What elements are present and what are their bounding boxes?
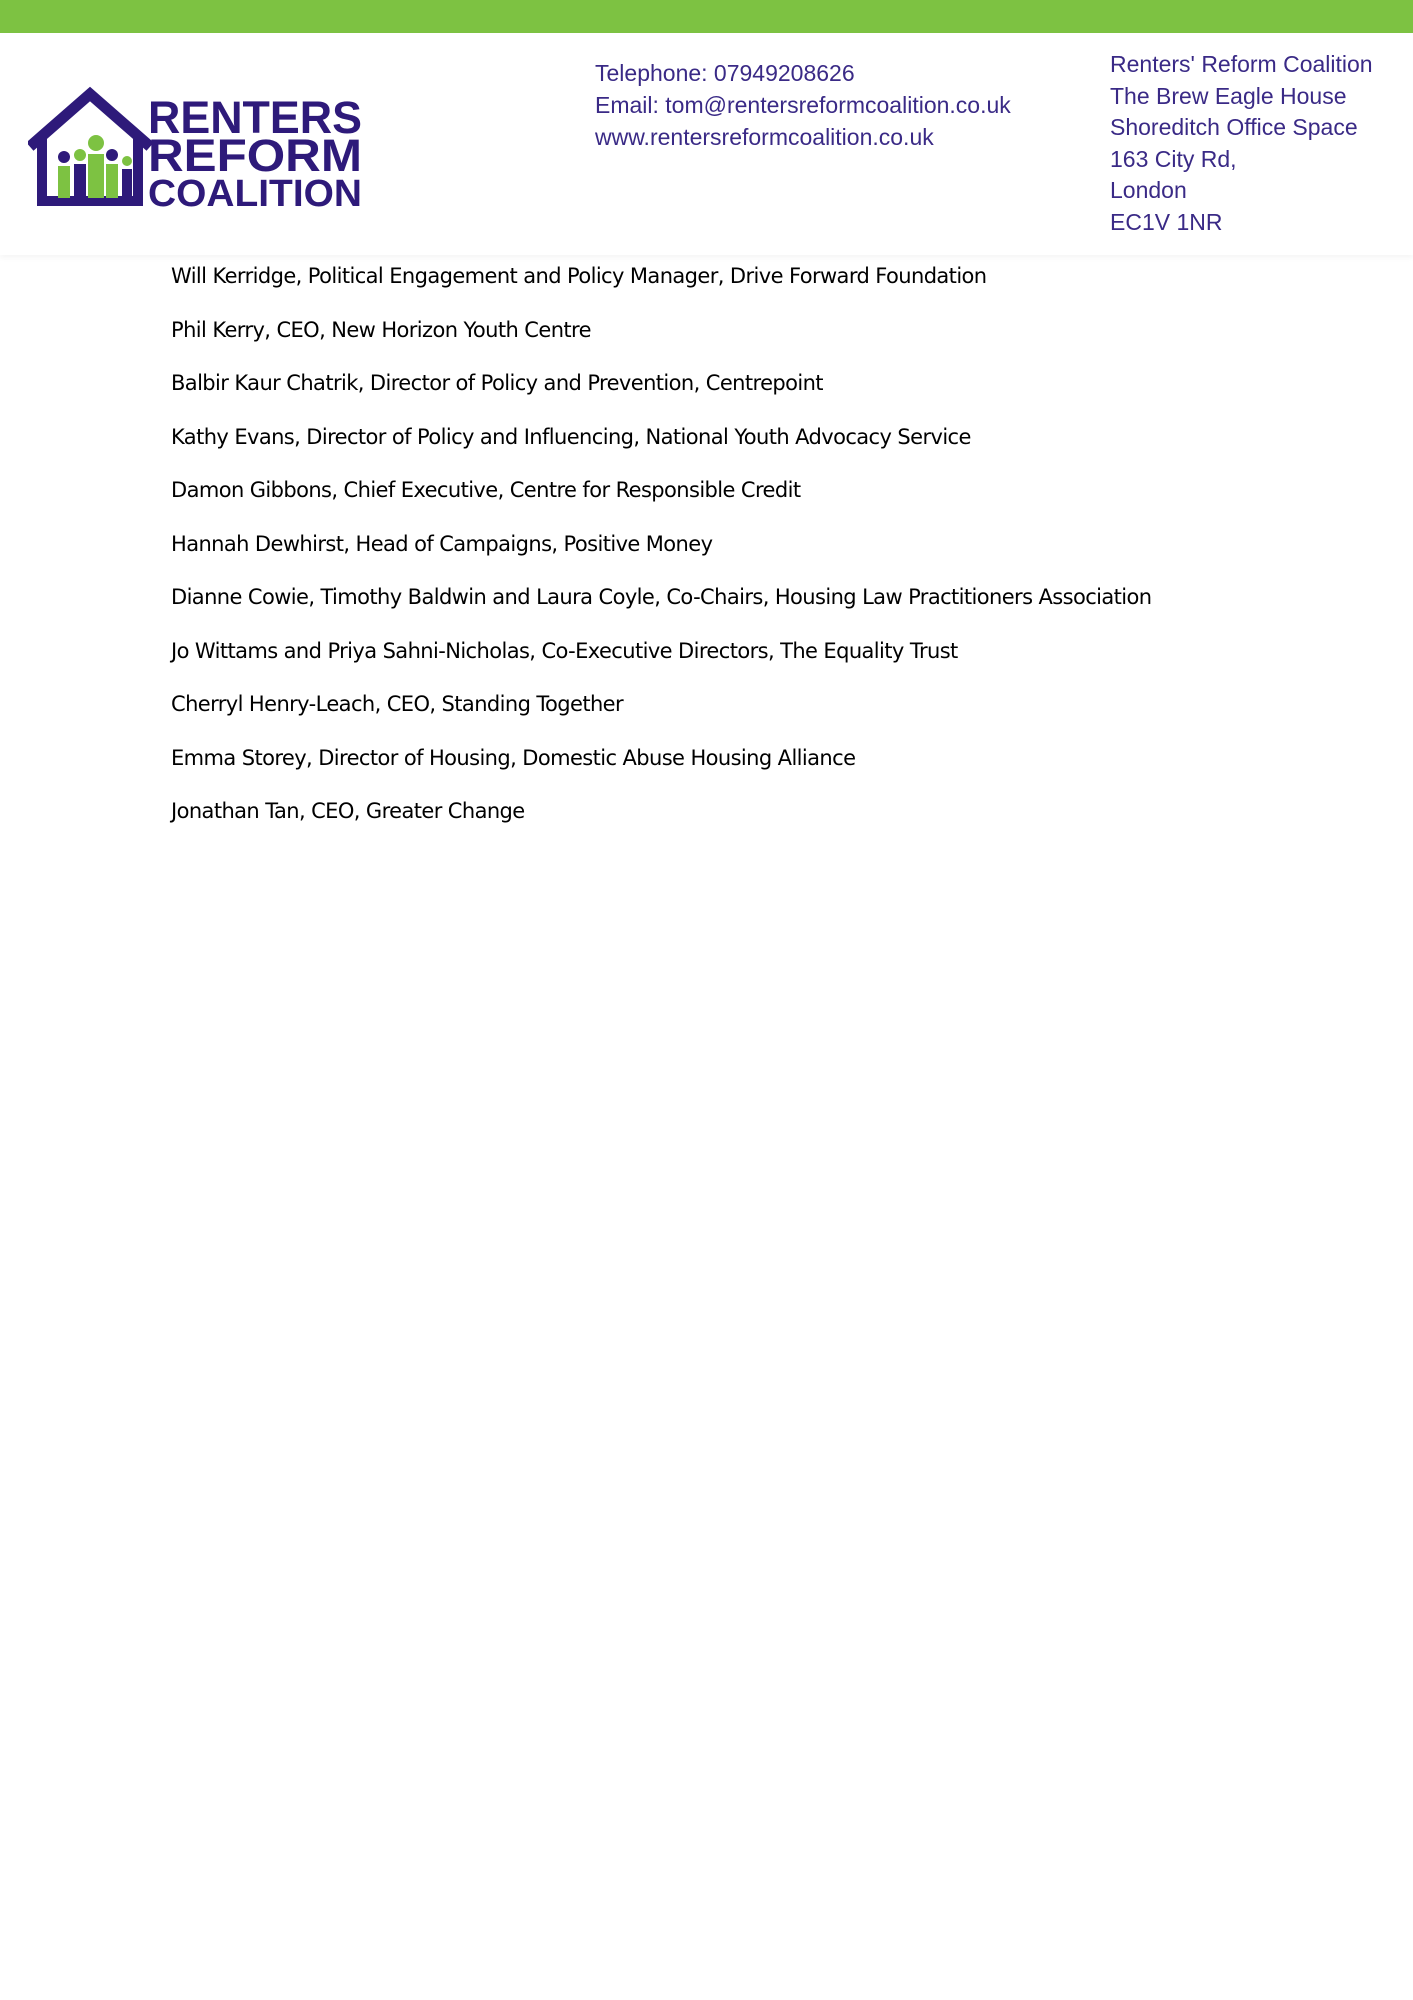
signatory-list bbox=[171, 262, 1151, 851]
address-line: Shoreditch Office Space bbox=[1110, 114, 1358, 141]
signatory-item: Will Kerridge, Political Engagement and Policy Manager, Drive Forward Foundation bbox=[171, 264, 987, 288]
logo-line-reform: REFORM bbox=[148, 130, 362, 181]
address-line: The Brew Eagle House bbox=[1110, 82, 1347, 109]
house-with-people-icon bbox=[34, 94, 146, 201]
address-line: Renters' Reform Coalition bbox=[1110, 51, 1373, 77]
signatory-item: Dianne Cowie, Timothy Baldwin and Laura Coyle, Co-Chairs, Housing Law Practitioners Association bbox=[171, 585, 1152, 609]
signatory-item: Kathy Evans, Director of Policy and Influencing, National Youth Advocacy Service bbox=[171, 424, 971, 449]
renters-reform-coalition-logo bbox=[28, 81, 368, 211]
telephone-line: Telephone: 07949208626 bbox=[595, 60, 855, 86]
signatory-item: Damon Gibbons, Chief Executive, Centre for Responsible Credit bbox=[171, 478, 801, 502]
letterhead bbox=[0, 33, 1413, 255]
postal-address bbox=[1110, 49, 1373, 239]
address-line: 163 City Rd, bbox=[1110, 145, 1237, 172]
signatory-item: Balbir Kaur Chatrik, Director of Policy and Prevention, Centrepoint bbox=[171, 371, 823, 395]
contact-details bbox=[595, 57, 1011, 153]
email-line[interactable]: Email: tom@rentersreformcoalition.co.uk bbox=[595, 92, 1011, 118]
logo-line-coalition: COALITION bbox=[148, 173, 362, 211]
logo-line-renters: RENTERS bbox=[148, 92, 362, 143]
signatory-item: Jonathan Tan, CEO, Greater Change bbox=[171, 799, 525, 823]
signatory-item: Cherryl Henry-Leach, CEO, Standing Together bbox=[171, 692, 624, 716]
website-line[interactable]: www.rentersreformcoalition.co.uk bbox=[595, 124, 934, 150]
address-line: London bbox=[1110, 177, 1187, 204]
top-color-bar bbox=[0, 0, 1413, 33]
signatory-item: Phil Kerry, CEO, New Horizon Youth Centre bbox=[171, 317, 591, 342]
signatory-item: Hannah Dewhirst, Head of Campaigns, Positive Money bbox=[171, 531, 713, 556]
address-line: EC1V 1NR bbox=[1110, 208, 1223, 235]
signatory-item: Jo Wittams and Priya Sahni-Nicholas, Co-Executive Directors, The Equality Trust bbox=[171, 638, 958, 663]
signatory-item: Emma Storey, Director of Housing, Domestic Abuse Housing Alliance bbox=[171, 745, 856, 770]
